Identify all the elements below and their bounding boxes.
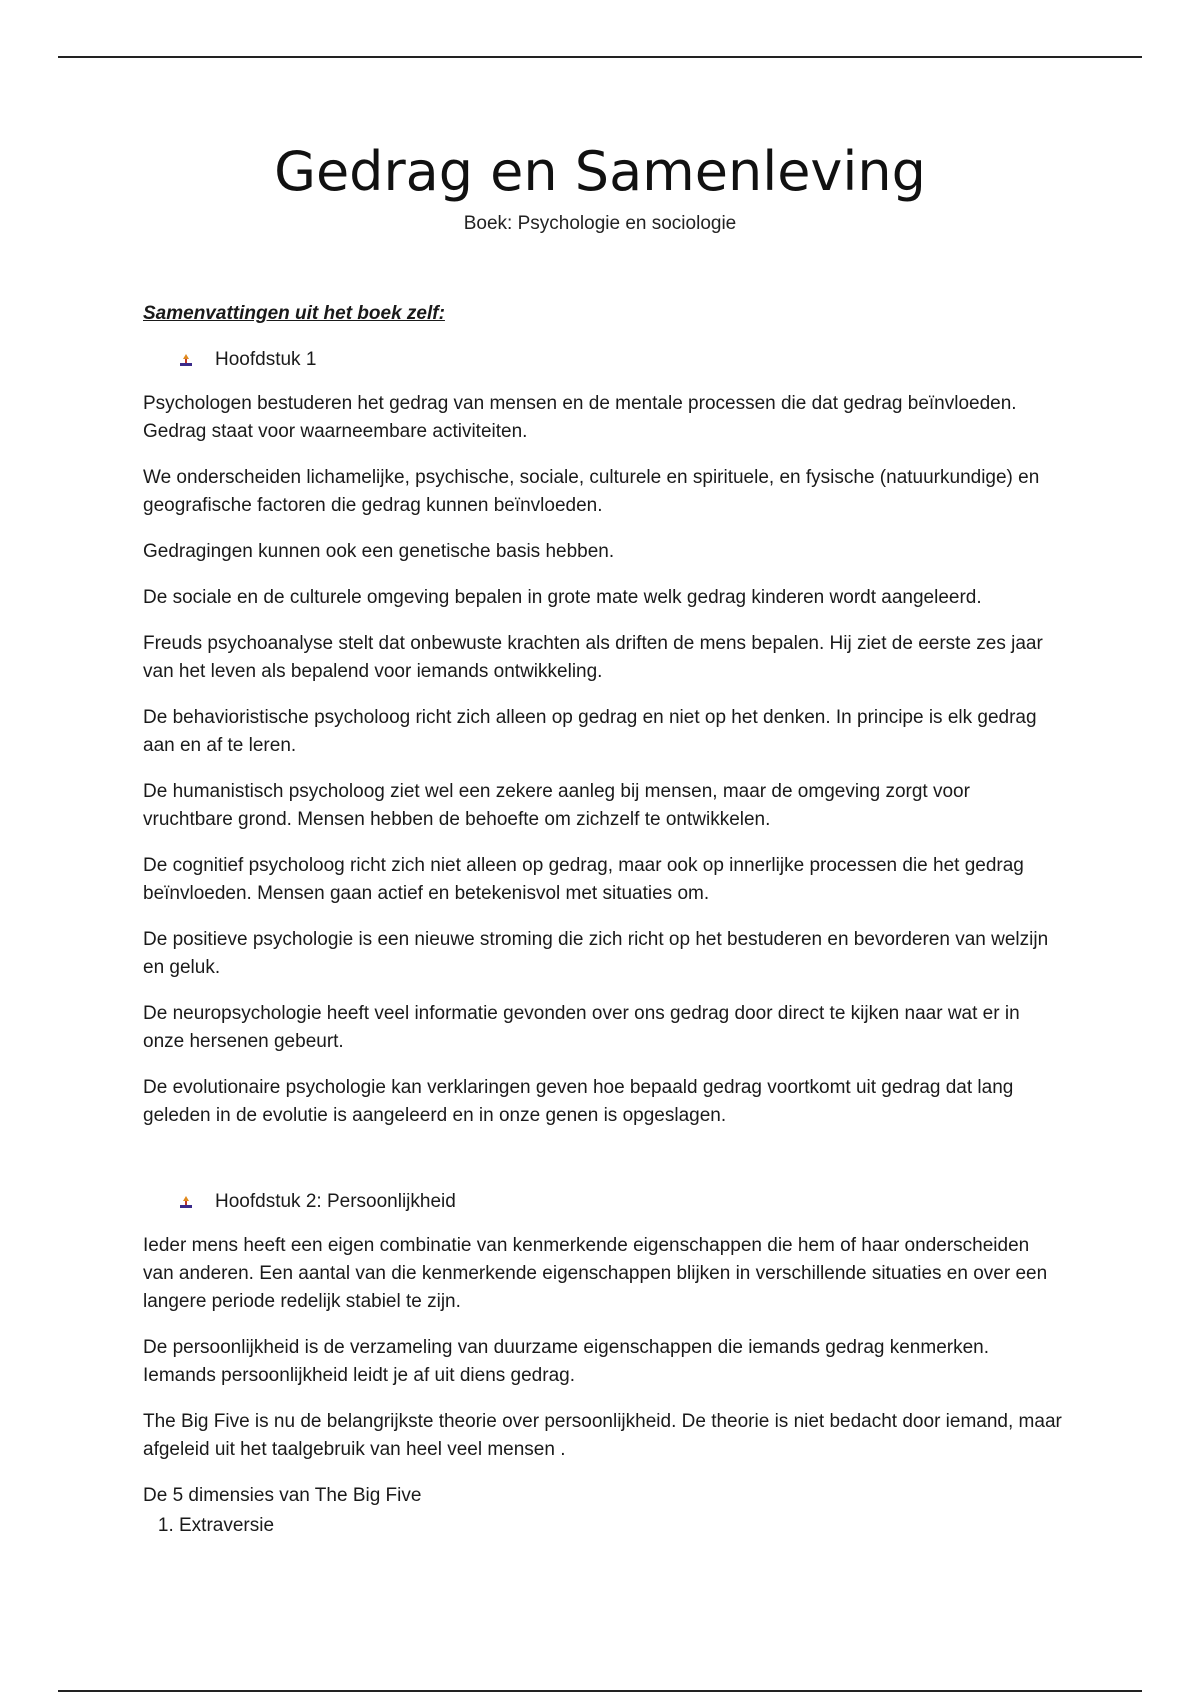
chapter-2-title: Hoofdstuk 2: Persoonlijkheid [215,1191,456,1212]
paragraph: De positieve psychologie is een nieuwe stroming die zich richt op het bestuderen en bevorderen van welzijn en geluk. [143,929,1049,978]
paragraph: De evolutionaire psychologie kan verklaringen geven hoe bepaald gedrag voortkomt uit gedrag dat lang geleden in de evolutie is aangeleerd en in onze genen is opgeslagen. [143,1077,1014,1126]
bullet-arrow-icon [179,1195,193,1209]
chapter-2-heading [179,1188,1063,1216]
paragraph: The Big Five is nu de belangrijkste theorie over persoonlijkheid. De theorie is niet bedacht door iemand, maar afgeleid uit het taalgebruik van heel veel mensen . [143,1411,1062,1460]
chapter-1-heading [179,346,1063,374]
paragraph: De cognitief psycholoog richt zich niet alleen op gedrag, maar ook op innerlijke processen die het gedrag beïnvloeden. Mensen gaan actief en betekenisvol met situaties om. [143,855,1024,904]
big-five-list [143,1512,1063,1540]
paragraph: Ieder mens heeft een eigen combinatie van kenmerkende eigenschappen die hem of haar onderscheiden van anderen. Een aantal van die kenmerkende eigenschappen blijken in verschillende situaties en over een langere periode redelijk stabiel te zijn. [143,1235,1048,1312]
bullet-arrow-icon [179,353,193,367]
document-title: Gedrag en Samenleving [274,140,926,203]
paragraph: De neuropsychologie heeft veel informatie gevonden over ons gedrag door direct te kijken naar wat er in onze hersenen gebeurt. [143,1003,1020,1052]
paragraph: Freuds psychoanalyse stelt dat onbewuste krachten als driften de mens bepalen. Hij ziet de eerste zes jaar van het leven als bepalend voor iemands ontwikkeling. [143,633,1043,682]
list-intro: De 5 dimensies van The Big Five [143,1485,422,1506]
paragraph: We onderscheiden lichamelijke, psychische, sociale, culturele en spirituele, en fysische (natuurkundige) en geografische factoren die gedrag kunnen beïnvloeden. [143,467,1040,516]
paragraph: De behavioristische psycholoog richt zich alleen op gedrag en niet op het denken. In principe is elk gedrag aan en af te leren. [143,707,1037,756]
chapter-1-title: Hoofdstuk 1 [215,349,317,370]
list-item: 1. Extraversie [179,1512,1063,1540]
document-body [143,300,1063,1540]
document-subtitle: Boek: Psychologie en sociologie [463,213,737,234]
section-label: Samenvattingen uit het boek zelf: [143,303,445,324]
paragraph: Gedragingen kunnen ook een genetische basis hebben. [143,541,615,562]
top-rule [58,56,1142,58]
paragraph: De persoonlijkheid is de verzameling van duurzame eigenschappen die iemands gedrag kenmerken. Iemands persoonlijkheid leidt je af uit diens gedrag. [143,1337,990,1386]
paragraph: De humanistisch psycholoog ziet wel een zekere aanleg bij mensen, maar de omgeving zorgt voor vruchtbare grond. Mensen hebben de behoefte om zichzelf te ontwikkelen. [143,781,970,830]
paragraph: De sociale en de culturele omgeving bepalen in grote mate welk gedrag kinderen wordt aangeleerd. [143,587,982,608]
paragraph: Psychologen bestuderen het gedrag van mensen en de mentale processen die dat gedrag beïnvloeden. Gedrag staat voor waarneembare activiteiten. [143,393,1017,442]
bottom-rule [58,1690,1142,1692]
